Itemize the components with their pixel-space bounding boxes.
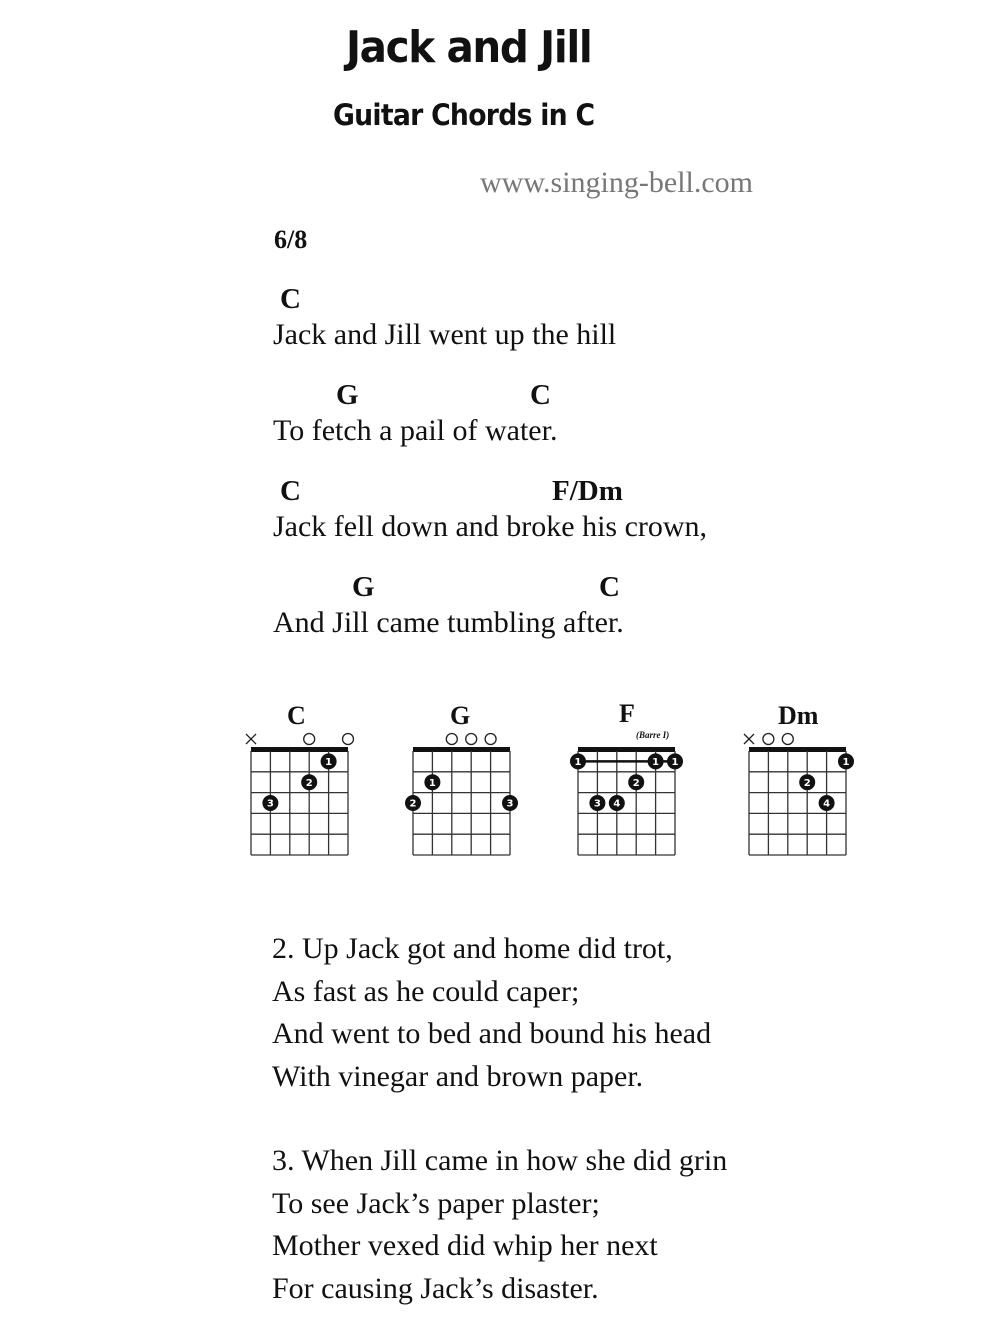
song-title: Jack and Jill [346,22,592,73]
finger-dot [301,774,317,790]
chord-diagram-f [574,733,679,854]
open-string-marker [304,734,315,745]
svg-text:1: 1 [574,757,582,768]
chord-label: G [352,571,375,603]
open-string-marker [446,734,457,745]
svg-text:1: 1 [325,757,333,768]
finger-dot [321,753,337,769]
svg-text:3: 3 [266,798,274,810]
chord-label: G [336,379,359,411]
open-string-marker [466,734,477,745]
finger-dot [819,795,835,811]
muted-string-marker [246,734,256,744]
muted-string-marker [744,734,754,744]
chord-label: C [530,379,551,411]
nut [749,747,846,752]
website-link[interactable]: www.singing-bell.com [480,166,754,199]
finger-dot [424,774,440,790]
chord-diagram-name: G [450,701,471,730]
finger-dot [609,795,625,811]
verse-2 [272,928,711,1098]
finger-dot [502,795,518,811]
lyric-line: To fetch a pail of water. [273,414,558,447]
verse-3 [272,1140,727,1310]
verse-line: As fast as he could caper; [272,974,580,1008]
verse-line: With vinegar and brown paper. [272,1059,644,1093]
chord-label: C [280,283,301,315]
barre-note: (Barre I) [636,730,670,740]
verse-line: For causing Jack’s disaster. [272,1271,599,1305]
chord-diagram-name: C [287,701,306,730]
time-signature: 6/8 [274,225,308,254]
open-string-marker [485,734,496,745]
chord-diagram-g [409,733,514,854]
svg-text:2: 2 [305,777,313,789]
chord-diagram-dm [749,733,850,854]
lyric-line: And Jill came tumbling after. [273,606,624,639]
finger-dot [262,795,278,811]
svg-text:2: 2 [632,777,640,789]
finger-dot [628,774,644,790]
chord-diagram-name: Dm [778,701,819,730]
svg-text:1: 1 [428,777,436,789]
open-string-marker [763,734,774,745]
svg-text:1: 1 [652,757,660,768]
nut [251,747,348,752]
chord-label: F/Dm [552,475,623,507]
chord-diagram-c [251,733,348,854]
open-string-marker [343,734,354,745]
verse-line: Mother vexed did whip her next [272,1229,658,1262]
finger-dot [648,753,664,769]
verse-line: 2. Up Jack got and home did trot, [272,932,673,965]
svg-text:3: 3 [506,798,514,810]
verse-line: 3. When Jill came in how she did grin [272,1144,728,1177]
svg-text:2: 2 [409,798,417,810]
nut [578,747,675,752]
nut [413,747,510,752]
chord-diagram-name: F [619,699,635,728]
open-string-marker [782,734,793,745]
finger-dot [405,795,421,811]
svg-text:2: 2 [803,777,811,789]
finger-dot [799,774,815,790]
song-subtitle: Guitar Chords in C [333,98,595,132]
verse-line: To see Jack’s paper plaster; [272,1186,600,1220]
chord-label: C [599,571,620,603]
finger-dot [667,753,683,769]
lyric-line: Jack fell down and broke his crown, [273,510,708,543]
svg-text:1: 1 [671,757,679,768]
finger-dot [589,795,605,811]
svg-text:4: 4 [613,798,621,810]
svg-text:1: 1 [842,757,850,768]
svg-text:3: 3 [593,798,601,810]
finger-dot [570,753,586,769]
finger-dot [838,753,854,769]
lyric-line: Jack and Jill went up the hill [273,318,617,351]
chord-label: C [280,475,301,507]
verse-line: And went to bed and bound his head [272,1017,712,1050]
svg-text:4: 4 [823,798,831,810]
